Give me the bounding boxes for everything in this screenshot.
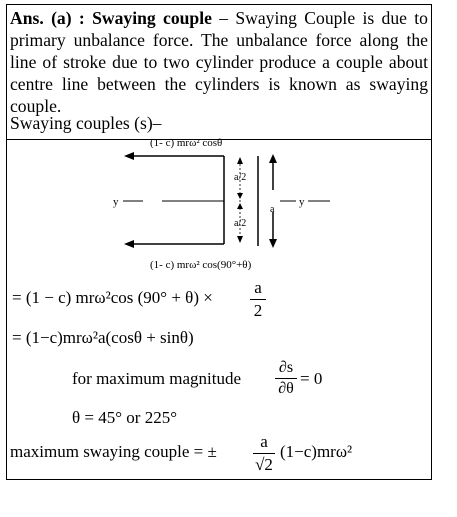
answer-heading: Ans. (a) : Swaying couple — [10, 8, 212, 28]
swaying-couples-subhead: Swaying couples (s)– — [10, 113, 162, 133]
eq3-numerator: ∂s — [278, 359, 294, 376]
eq3-denominator: ∂θ — [278, 380, 294, 397]
eq3-fraction-bar — [275, 378, 297, 379]
intro-text: – Swaying Couple is due to primary unbalance force. The unbalance force along the line of stroke due to two cylinder produce a couple about centre line between the cylinders is known as swaying couple. — [10, 8, 428, 116]
equation-2: = (1−c)mrω²a(cosθ + sinθ) — [12, 328, 194, 347]
half-a-top-label: a/2 — [234, 172, 247, 183]
eq3-fraction — [275, 359, 297, 398]
axis-label-left: y — [113, 196, 119, 208]
equation-3-rhs: = 0 — [300, 369, 323, 388]
equation-5-lhs: maximum swaying couple = ± — [10, 442, 217, 461]
eq5-numerator: a — [260, 432, 268, 451]
intro-paragraph — [10, 7, 428, 117]
eq5-denominator: √2 — [255, 455, 273, 474]
intro-section — [7, 5, 431, 140]
eq1-denominator: 2 — [253, 301, 263, 320]
eq1-fraction — [250, 278, 266, 321]
eq5-fraction — [253, 432, 275, 475]
equation-3-text: for maximum magnitude — [72, 369, 242, 388]
eq1-fraction-bar — [250, 299, 266, 300]
axis-label-right: y — [299, 196, 305, 208]
equation-5-rhs: (1−c)mrω² — [280, 442, 353, 461]
eq1-numerator: a — [254, 278, 262, 297]
top-force-label: (1- c) mrω² cosθ — [150, 137, 223, 149]
bottom-force-label: (1- c) mrω² cos(90°+θ) — [150, 259, 252, 271]
equation-1: = (1 − c) mrω²cos (90° + θ) × — [12, 288, 213, 307]
answer-box — [6, 4, 432, 480]
half-a-bottom-label: a/2 — [234, 218, 247, 229]
equation-4: θ = 45° or 225° — [72, 408, 177, 427]
dim-a-label: a — [270, 204, 275, 215]
eq5-fraction-bar — [253, 453, 275, 454]
